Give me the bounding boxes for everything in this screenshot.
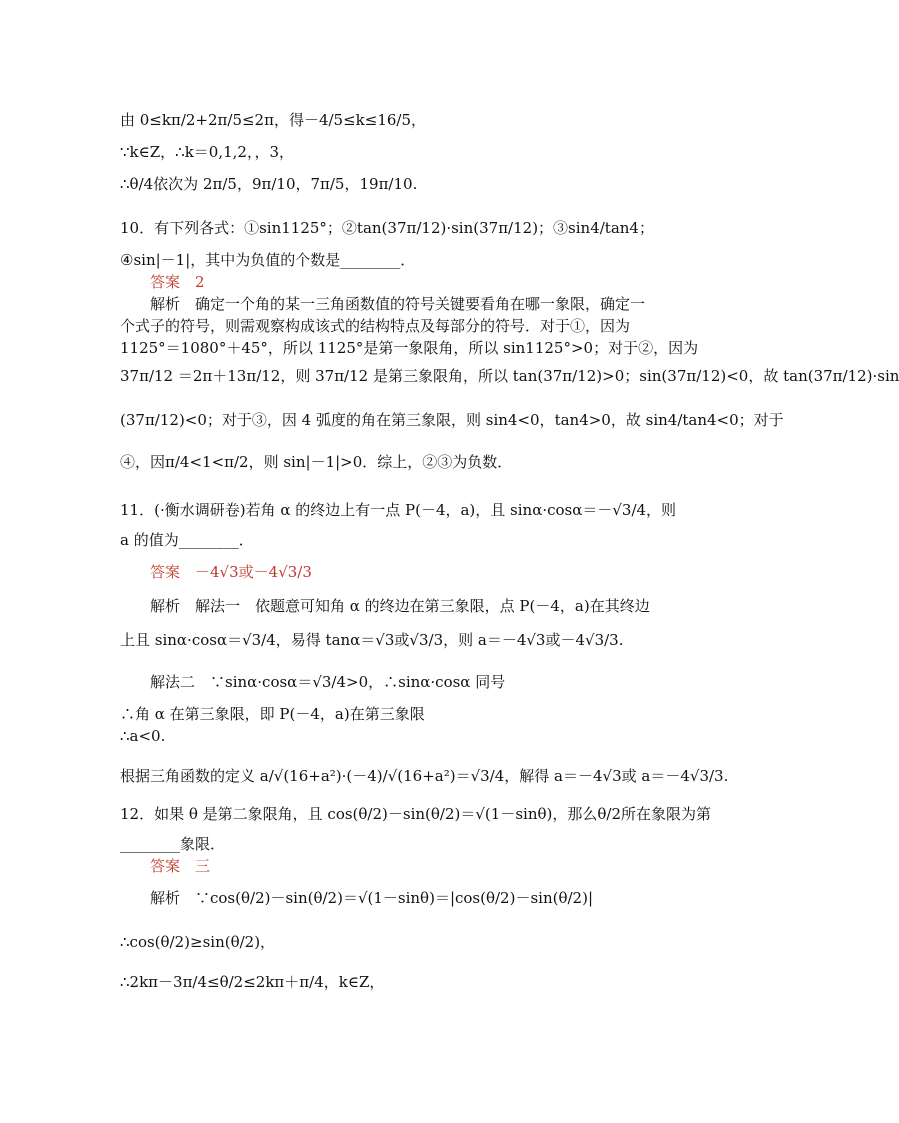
solution-text: 37π/12 ＝2π＋13π/12，则 37π/12 是第三象限角，所以 tan(37π/12)>0；sin(37π/12)<0，故 tan(37π/12)·sin: [120, 367, 899, 385]
text-line: 11．(·衡水调研卷)若角 α 的终边上有一点 P(－4，a)，且 sinα·cosα＝－√3/4，则: [120, 501, 677, 519]
solution-text: (37π/12)<0；对于③，因 4 弧度的角在第三象限，则 sin4<0，tan4>0，故 sin4/tan4<0；对于: [120, 411, 784, 429]
solution-text: 解法二 ∵sinα·cosα＝√3/4>0，∴sinα·cosα 同号: [150, 673, 506, 691]
solution-text: 根据三角函数的定义 a/√(16+a²)·(－4)/√(16+a²)＝√3/4，解得 a＝－4√3或 a＝－4√3/3.: [120, 767, 729, 785]
text-line: 12．如果 θ 是第二象限角，且 cos(θ/2)－sin(θ/2)＝√(1－sinθ)，那么θ/2所在象限为第: [120, 805, 711, 823]
answer-label: 答案 2: [150, 273, 205, 291]
solution-text: 解析 解法一 依题意可知角 α 的终边在第三象限，点 P(－4，a)在其终边: [150, 597, 650, 615]
text-line: ________象限．: [120, 835, 226, 853]
solution-text: 1125°＝1080°＋45°，所以 1125°是第一象限角，所以 sin1125°>0；对于②，因为: [120, 339, 699, 357]
solution-text: ④，因π/4<1<π/2，则 sin|－1|>0．综上，②③为负数．: [120, 453, 513, 471]
solution-text: 解析 确定一个角的某一三角函数值的符号关键要看角在哪一象限，确定一: [150, 295, 646, 313]
solution-text: 上且 sinα·cosα＝√3/4，易得 tanα＝√3或√3/3，则 a＝－4√3或－4√3/3.: [120, 631, 624, 649]
answer-label: 答案 三: [150, 857, 211, 875]
solution-text: ∴角 α 在第三象限，即 P(－4，a)在第三象限: [120, 705, 425, 723]
solution-text: ∴a<0.: [120, 727, 166, 745]
text-line: ④sin|－1|，其中为负值的个数是________．: [120, 251, 416, 269]
solution-text: 个式子的符号，则需观察构成该式的结构特点及每部分的符号．对于①，因为: [120, 317, 631, 335]
text-line: 由 0≤kπ/2+2π/5≤2π，得－4/5≤k≤16/5，: [120, 111, 427, 129]
text-line: 10．有下列各式：①sin1125°；②tan(37π/12)·sin(37π/12)；③sin4/tan4；: [120, 219, 654, 237]
answer-label: 答案 －4√3或－4√3/3: [150, 563, 312, 581]
text-line: ∵k∈Z，∴k＝0,1,2，，3，: [120, 143, 295, 161]
text-line: a 的值为________．: [120, 531, 254, 549]
solution-text: ∴2kπ－3π/4≤θ/2≤2kπ＋π/4，k∈Z，: [120, 973, 385, 991]
solution-text: 解析 ∵cos(θ/2)－sin(θ/2)＝√(1－sinθ)＝|cos(θ/2)－sin(θ/2)|: [150, 889, 593, 907]
text-line: ∴θ/4依次为 2π/5，9π/10，7π/5，19π/10.: [120, 175, 418, 193]
solution-text: ∴cos(θ/2)≥sin(θ/2)，: [120, 933, 276, 951]
